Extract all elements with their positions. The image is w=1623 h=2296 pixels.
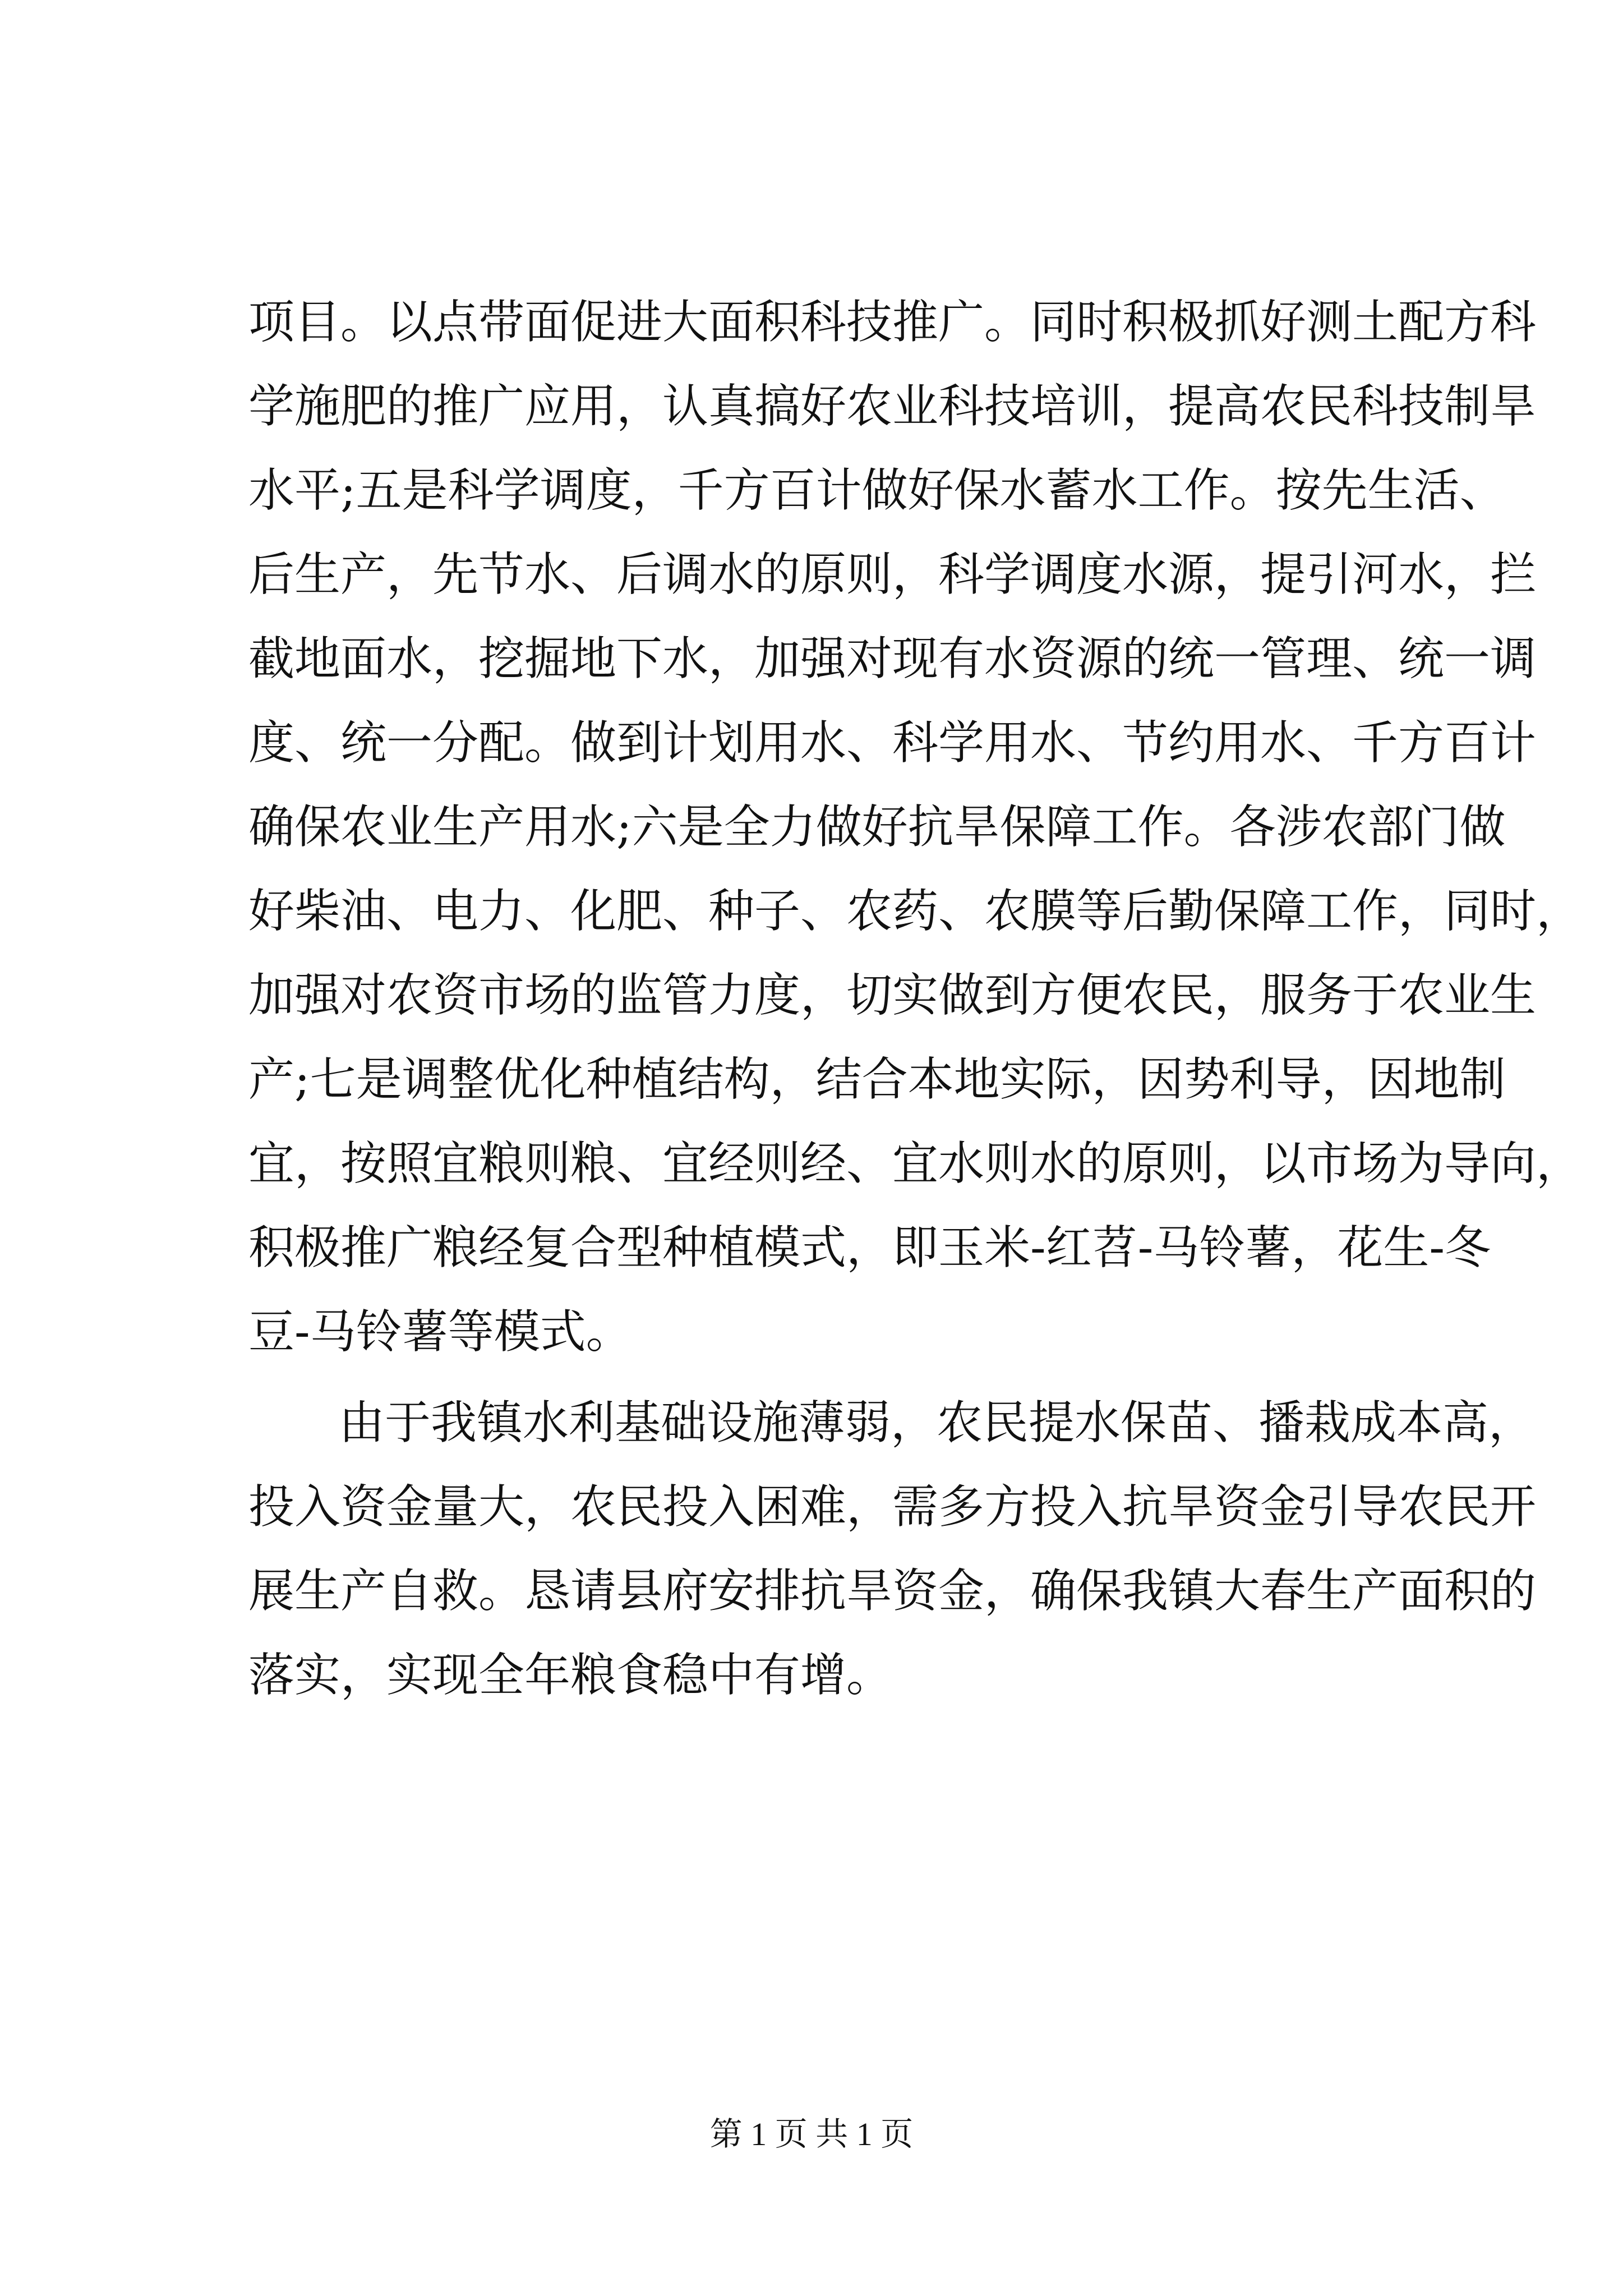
paragraph-last-line: 豆-马铃薯等模式。 xyxy=(248,1305,632,1359)
text-line: 学施肥的推广应用，认真搞好农业科技培训，提高农民科技制旱 xyxy=(248,380,1537,433)
page-number-footer: 第 1 页 共 1 页 xyxy=(709,2116,914,2152)
text-line: 投入资金量大，农民投入困难，需多方投入抗旱资金引导农民开 xyxy=(248,1480,1537,1534)
text-line: 截地面水，挖掘地下水，加强对现有水资源的统一管理、统一调 xyxy=(248,632,1537,685)
text-line: 积极推广粮经复合型种植模式，即玉米-红苕-马铃薯，花生-冬 xyxy=(248,1221,1491,1274)
text-line: 度、统一分配。做到计划用水、科学用水、节约用水、千方百计 xyxy=(248,716,1537,770)
paragraph-last-line: 落实，实现全年粮食稳中有增。 xyxy=(248,1649,893,1702)
text-line: 宜，按照宜粮则粮、宜经则经、宜水则水的原则，以市场为导向， xyxy=(248,1137,1583,1190)
paragraph-first-line: 由于我镇水利基础设施薄弱，农民提水保苗、播栽成本高， xyxy=(339,1396,1535,1450)
text-line: 后生产，先节水、后调水的原则，科学调度水源，提引河水，拦 xyxy=(248,548,1537,601)
text-line: 水平;五是科学调度，千方百计做好保水蓄水工作。按先生活、 xyxy=(248,464,1506,517)
text-line: 确保农业生产用水;六是全力做好抗旱保障工作。各涉农部门做 xyxy=(248,800,1506,854)
text-line: 项目。以点带面促进大面积科技推广。同时积极抓好测土配方科 xyxy=(248,296,1537,349)
text-line: 展生产自救。恳请县府安排抗旱资金，确保我镇大春生产面积的 xyxy=(248,1565,1537,1618)
text-line: 产;七是调整优化种植结构，结合本地实际，因势利导，因地制 xyxy=(248,1053,1506,1106)
text-line: 加强对农资市场的监管力度，切实做到方便农民，服务于农业生 xyxy=(248,969,1537,1022)
text-line: 好柴油、电力、化肥、种子、农药、农膜等后勤保障工作，同时， xyxy=(248,885,1583,938)
